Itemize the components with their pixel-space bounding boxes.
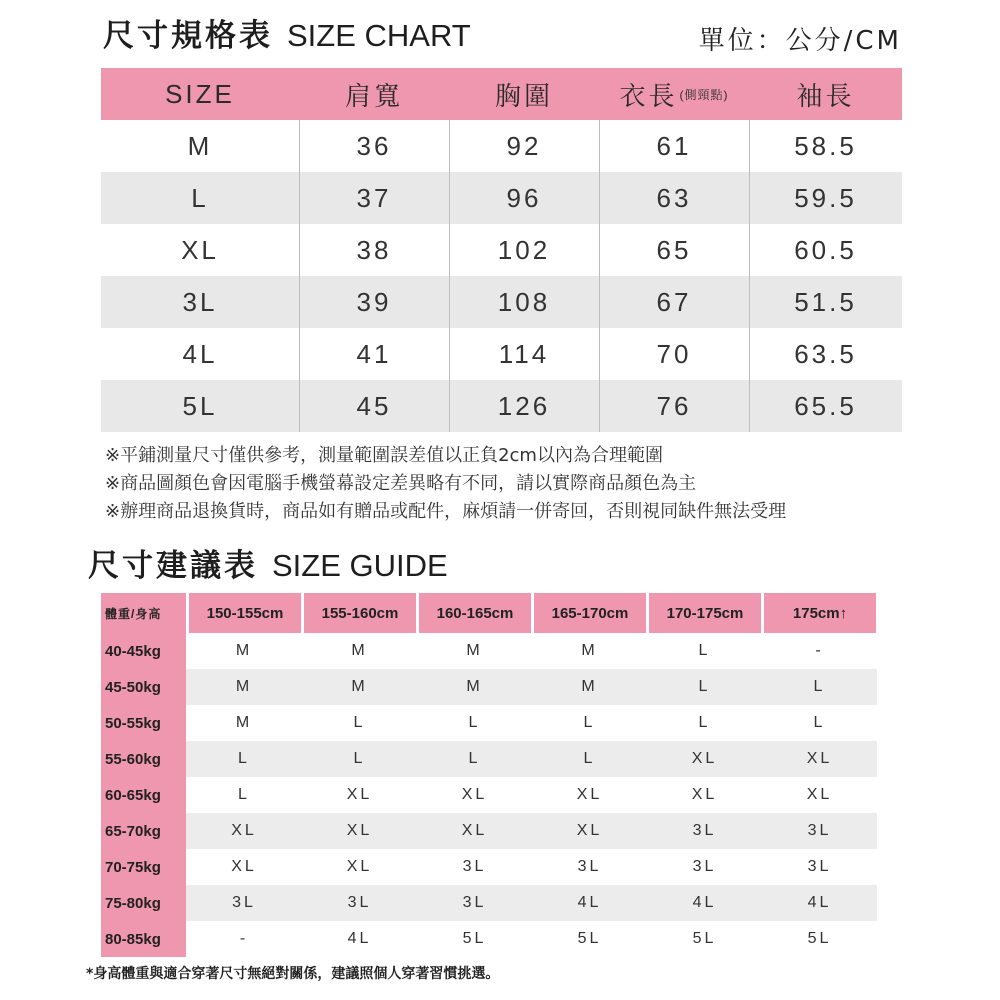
recommended-size-cell: XL [346, 786, 373, 803]
recommended-size-cell: XL [231, 858, 257, 875]
measurement-cell: 45 [299, 380, 449, 432]
header-chest: 胸圍 [494, 80, 553, 111]
footnote: *身高體重與適合穿著尺寸無絕對關係，建議照個人穿著習慣挑選。 [86, 966, 500, 982]
weight-label: 50-55kg [101, 705, 186, 741]
recommended-size-cell: 4L [532, 885, 647, 921]
measurement-cell: 96 [449, 172, 599, 224]
weight-label: 70-75kg [101, 849, 186, 885]
header-length-note: (側頸點) [679, 87, 729, 102]
weight-label: 45-50kg [101, 669, 186, 705]
recommended-size-cell: 4L [762, 885, 877, 921]
size-chart-title [103, 10, 471, 55]
recommended-size-cell: L [302, 741, 417, 777]
recommended-size-cell: M [581, 642, 598, 659]
recommended-size-cell: L [186, 741, 302, 777]
header-sleeve: 袖長 [796, 80, 855, 111]
size-guide-row [101, 813, 880, 849]
measurement-cell: 65 [599, 224, 749, 276]
recommended-size-cell: XL [576, 786, 603, 803]
size-guide-row [101, 741, 880, 777]
weight-label: 65-70kg [101, 813, 186, 849]
recommended-size-cell: - [815, 642, 824, 659]
recommended-size-cell: 3L [302, 885, 417, 921]
recommended-size-cell: L [762, 669, 877, 705]
size-label: L [191, 182, 209, 213]
recommended-size-cell: XL [691, 786, 718, 803]
height-header: 165-170cm [534, 593, 646, 633]
recommended-size-cell: L [583, 714, 596, 731]
measurement-cell: 102 [449, 224, 599, 276]
measurement-cell: 36 [299, 120, 449, 172]
size-chart-title-zh: 尺寸規格表 [103, 18, 273, 54]
size-guide-row [101, 921, 880, 957]
weight-label: 55-60kg [101, 741, 186, 777]
recommended-size-cell: 3L [647, 813, 762, 849]
recommended-size-cell: 3L [762, 813, 877, 849]
size-guide-row [101, 633, 880, 669]
weight-label: 40-45kg [101, 633, 186, 669]
header-length [599, 68, 749, 120]
recommended-size-cell: M [302, 669, 417, 705]
recommended-size-cell: 5L [577, 930, 602, 947]
size-chart-table [101, 68, 902, 432]
height-header: 150-155cm [189, 593, 301, 633]
measurement-cell: 108 [449, 276, 599, 328]
measurement-cell: 67 [599, 276, 749, 328]
recommended-size-cell: XL [806, 786, 833, 803]
size-chart-row [101, 120, 902, 172]
unit-label: 單位：公分/CM [698, 26, 902, 56]
size-guide-row [101, 777, 880, 813]
size-chart-row [101, 276, 902, 328]
size-guide-title-en: SIZE GUIDE [272, 548, 448, 583]
recommended-size-cell: 5L [807, 930, 832, 947]
height-header: 155-160cm [304, 593, 416, 633]
recommended-size-cell: XL [762, 741, 877, 777]
recommended-size-cell: 4L [647, 885, 762, 921]
size-chart-row [101, 172, 902, 224]
recommended-size-cell: 3L [186, 885, 302, 921]
recommended-size-cell: XL [532, 813, 647, 849]
height-header: 160-165cm [419, 593, 531, 633]
recommended-size-cell: 3L [462, 858, 487, 875]
size-label: M [187, 130, 213, 161]
recommended-size-cell: 3L [807, 858, 832, 875]
weight-label: 80-85kg [101, 921, 186, 957]
measurement-cell: 114 [449, 328, 599, 380]
measurement-cell: 61 [599, 120, 749, 172]
measurement-cell: 76 [599, 380, 749, 432]
recommended-size-cell: L [532, 741, 647, 777]
measurement-cell: 126 [449, 380, 599, 432]
recommended-size-cell: M [351, 642, 368, 659]
recommended-size-cell: XL [417, 813, 532, 849]
recommended-size-cell: L [353, 714, 366, 731]
size-guide-row [101, 705, 880, 741]
recommended-size-cell: 4L [347, 930, 372, 947]
measurement-cell: 63.5 [749, 328, 902, 380]
measurement-cell: 60.5 [749, 224, 902, 276]
recommended-size-cell: M [235, 642, 253, 659]
size-chart-row [101, 380, 902, 432]
note-line: ※平鋪測量尺寸僅供參考，測量範圍誤差值以正負2cm以內為合理範圍 [105, 445, 663, 466]
recommended-size-cell: - [239, 930, 249, 947]
recommended-size-cell: L [698, 714, 711, 731]
recommended-size-cell: XL [647, 741, 762, 777]
size-guide-row [101, 669, 880, 705]
measurement-cell: 92 [449, 120, 599, 172]
size-guide-table [101, 593, 880, 957]
measurement-cell: 38 [299, 224, 449, 276]
size-chart-header-row [101, 68, 902, 120]
recommended-size-cell: 3L [417, 885, 532, 921]
size-guide-row [101, 885, 880, 921]
measurement-cell: 51.5 [749, 276, 902, 328]
size-chart-title-en: SIZE CHART [287, 18, 471, 53]
measurement-cell: 41 [299, 328, 449, 380]
recommended-size-cell: XL [346, 858, 373, 875]
recommended-size-cell: XL [461, 786, 488, 803]
recommended-size-cell: L [698, 642, 711, 659]
height-header: 175cm↑ [764, 593, 876, 633]
recommended-size-cell: M [532, 669, 647, 705]
size-label: 3L [182, 286, 218, 317]
note-line: ※商品圖顏色會因電腦手機螢幕設定差異略有不同，請以實際商品顏色為主 [105, 473, 697, 494]
recommended-size-cell: L [813, 714, 826, 731]
recommended-size-cell: L [468, 714, 481, 731]
height-header: 170-175cm [649, 593, 761, 633]
recommended-size-cell: 5L [692, 930, 717, 947]
recommended-size-cell: M [186, 669, 302, 705]
header-shoulder: 肩寬 [344, 80, 403, 111]
measurement-cell: 70 [599, 328, 749, 380]
measurement-cell: 65.5 [749, 380, 902, 432]
measurement-cell: 59.5 [749, 172, 902, 224]
recommended-size-cell: M [235, 714, 253, 731]
size-chart-row [101, 328, 902, 380]
recommended-size-cell: M [466, 642, 483, 659]
size-guide-header-row [101, 593, 880, 633]
recommended-size-cell: L [238, 786, 250, 803]
recommended-size-cell: 5L [462, 930, 487, 947]
recommended-size-cell: M [417, 669, 532, 705]
weight-label: 75-80kg [101, 885, 186, 921]
size-label: XL [181, 234, 219, 265]
size-guide-row [101, 849, 880, 885]
recommended-size-cell: L [417, 741, 532, 777]
recommended-size-cell: 3L [577, 858, 602, 875]
notes [105, 442, 786, 526]
size-label: 5L [182, 390, 218, 421]
corner-label: 體重/身高 [101, 593, 186, 633]
weight-label: 60-65kg [101, 777, 186, 813]
recommended-size-cell: 3L [692, 858, 717, 875]
note-line: ※辦理商品退換貨時，商品如有贈品或配件，麻煩請一併寄回，否則視同缺件無法受理 [105, 501, 787, 522]
size-guide-title [88, 540, 448, 585]
size-chart-row [101, 224, 902, 276]
recommended-size-cell: L [647, 669, 762, 705]
size-guide-title-zh: 尺寸建議表 [88, 548, 258, 584]
header-length-label: 衣長 [619, 80, 678, 111]
size-label: 4L [182, 338, 218, 369]
measurement-cell: 39 [299, 276, 449, 328]
recommended-size-cell: XL [302, 813, 417, 849]
header-size: SIZE [165, 78, 235, 109]
recommended-size-cell: XL [186, 813, 302, 849]
measurement-cell: 63 [599, 172, 749, 224]
measurement-cell: 58.5 [749, 120, 902, 172]
measurement-cell: 37 [299, 172, 449, 224]
